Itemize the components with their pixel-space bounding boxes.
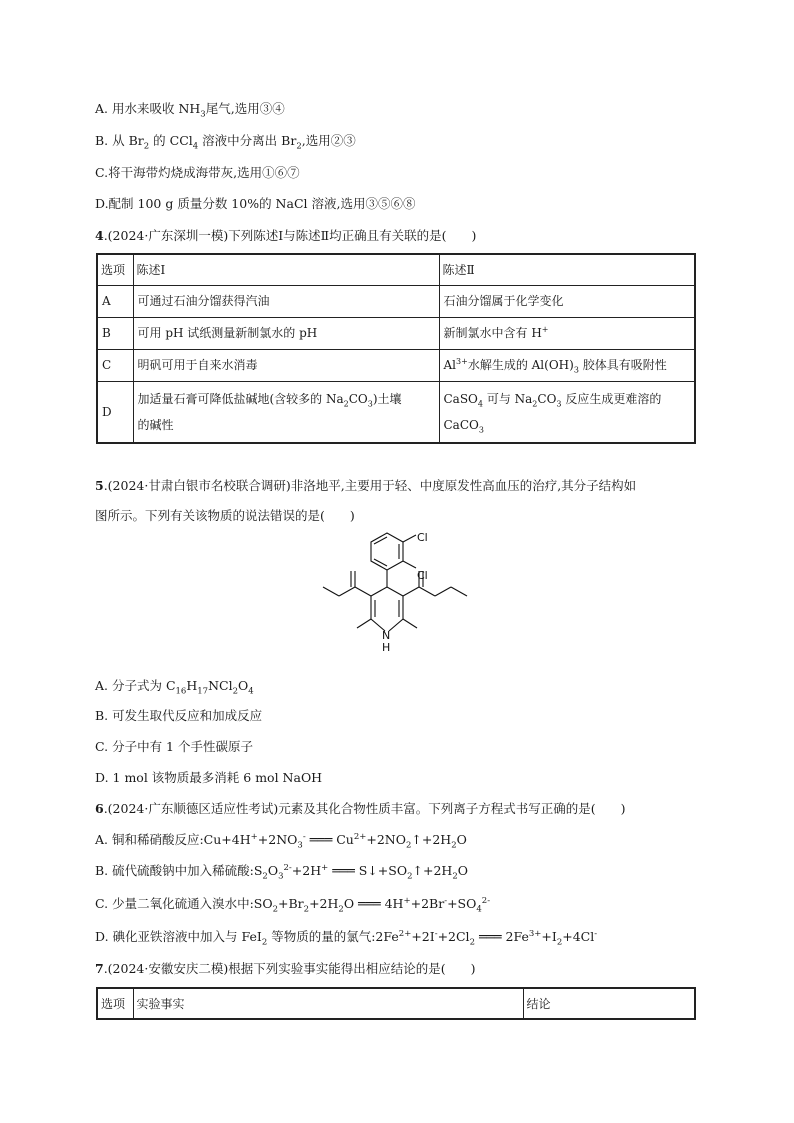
q6-option-c: C. 少量二氧化硫通入溴水中$:SO_2+Br_2+2H_2O$ ═══ $4H^++2Br^-+SO_4^{2-}$: [95, 895, 491, 915]
q6-stem: 6.(2024·广东顺德区适应性考试)元素及其化合物性质丰富。下列离子方程式书写正确的是( ): [95, 801, 626, 816]
q6-option-a: A. 铜和稀硝酸反应$:Cu+4H^++2NO_3^-$ ═══ $Cu^{2+}+2NO_2↑+2H_2O$: [95, 831, 467, 851]
dihydropyridine-ring: [371, 596, 385, 631]
dihydropyridine-ring: [371, 587, 403, 631]
q7-table: [96, 987, 696, 1020]
q4-table-header: [97, 254, 695, 285]
chlorine-label: Cl: [417, 569, 428, 582]
q6-option-b: B. 硫代硫酸钠中加入稀硫酸$:S_2O_3^{2-}+2H^+$ ═══ $S↓+SO_2↑+2H_2O$: [95, 862, 469, 882]
aromatic-double-bond: [374, 537, 387, 544]
q4-stem: 4.(2024·广东深圳一模)下列陈述Ⅰ与陈述Ⅱ均正确且有关联的是( ): [95, 228, 477, 243]
aromatic-double-bond: [374, 559, 387, 566]
felodipine-structure: [300, 528, 480, 668]
q3-option-a: A. 用水来吸收 $NH_3$尾气,选用③④: [95, 101, 285, 120]
header-statement-1: 陈述Ⅰ: [133, 254, 439, 285]
row-option: C: [97, 349, 133, 381]
header-option: 选项: [97, 988, 133, 1019]
row-statement-2: $Al^{3+}$水解生成的 $Al(OH)_3$ 胶体具有吸附性: [439, 349, 695, 381]
q5-option-a: A. 分子式为 $C_{16}H_{17}NCl_2O_4$: [95, 678, 254, 697]
row-statement-2: 石油分馏属于化学变化: [439, 285, 695, 317]
q5-option-c: C. 分子中有 1 个手性碳原子: [95, 739, 253, 754]
ester-bond: [403, 587, 419, 596]
hydrogen-label: H: [382, 641, 391, 654]
nitrogen-label: N: [382, 629, 391, 642]
methyl-bond: [357, 619, 371, 628]
q7-table-header: [97, 988, 695, 1019]
q5-stem-line-1: 5.(2024·甘肃白银市名校联合调研)非洛地平,主要用于轻、中度原发性高血压的治疗,其分子结构如: [95, 478, 637, 493]
row-statement-1: 可用 pH 试纸测量新制氯水的 pH: [133, 317, 439, 349]
table-row: [97, 349, 695, 381]
row-statement-2: CaSO$_4$ 可与 $Na_2CO_3$ 反应生成更难溶的 CaCO$_3$: [439, 381, 695, 443]
cl-bond: [403, 561, 416, 568]
header-experiment-fact: 实验事实: [133, 988, 523, 1019]
row-option: B: [97, 317, 133, 349]
ethoxy-bond: [435, 587, 451, 596]
row-statement-1: 明矾可用于自来水消毒: [133, 349, 439, 381]
ethoxy-bond: [451, 587, 467, 596]
header-option: 选项: [97, 254, 133, 285]
ester-o-bond: [419, 587, 435, 596]
q6-option-d: D. 碘化亚铁溶液中加入与 FeI$_2$ 等物质的量的氯气$:2Fe^{2+}+2I^-+2Cl_2$ ═══ $2Fe^{3+}+I_2+4Cl^-$: [95, 928, 598, 948]
row-statement-1: 可通过石油分馏获得汽油: [133, 285, 439, 317]
methoxy-bond: [323, 587, 339, 596]
q4-table: [96, 253, 696, 444]
q5-stem-line-2: 图所示。下列有关该物质的说法错误的是( ): [95, 508, 355, 523]
row-statement-2: 新制氯水中含有 H+: [439, 317, 695, 349]
ester-o-bond: [339, 587, 355, 596]
ester-bond: [355, 587, 371, 596]
q3-option-c: C.将干海带灼烧成海带灰,选用①⑥⑦: [95, 165, 300, 180]
row-statement-1: 加适量石膏可降低盐碱地(含较多的 $Na_2CO_3$)土壤 的碱性: [133, 381, 439, 443]
q3-option-b: B. 从 $Br_2$ 的 CCl$_4$ 溶液中分离出 $Br_2$,选用②③: [95, 133, 356, 152]
row-option: A: [97, 285, 133, 317]
table-row: [97, 285, 695, 317]
chlorine-label: Cl: [417, 531, 428, 544]
cl-bond: [403, 535, 416, 542]
header-conclusion: 结论: [523, 988, 695, 1019]
q3-option-d: D.配制 100 g 质量分数 10%的 NaCl 溶液,选用③⑤⑥⑧: [95, 196, 416, 211]
header-statement-2: 陈述Ⅱ: [439, 254, 695, 285]
table-row: [97, 381, 695, 443]
q5-option-b: B. 可发生取代反应和加成反应: [95, 708, 263, 723]
q5-option-d: D. 1 mol 该物质最多消耗 6 mol NaOH: [95, 770, 323, 785]
table-row: [97, 317, 695, 349]
benzene-ring: [371, 533, 403, 570]
row-option: D: [97, 381, 133, 443]
q7-stem: 7.(2024·安徽安庆二模)根据下列实验事实能得出相应结论的是( ): [95, 961, 476, 976]
methyl-bond: [403, 619, 417, 628]
